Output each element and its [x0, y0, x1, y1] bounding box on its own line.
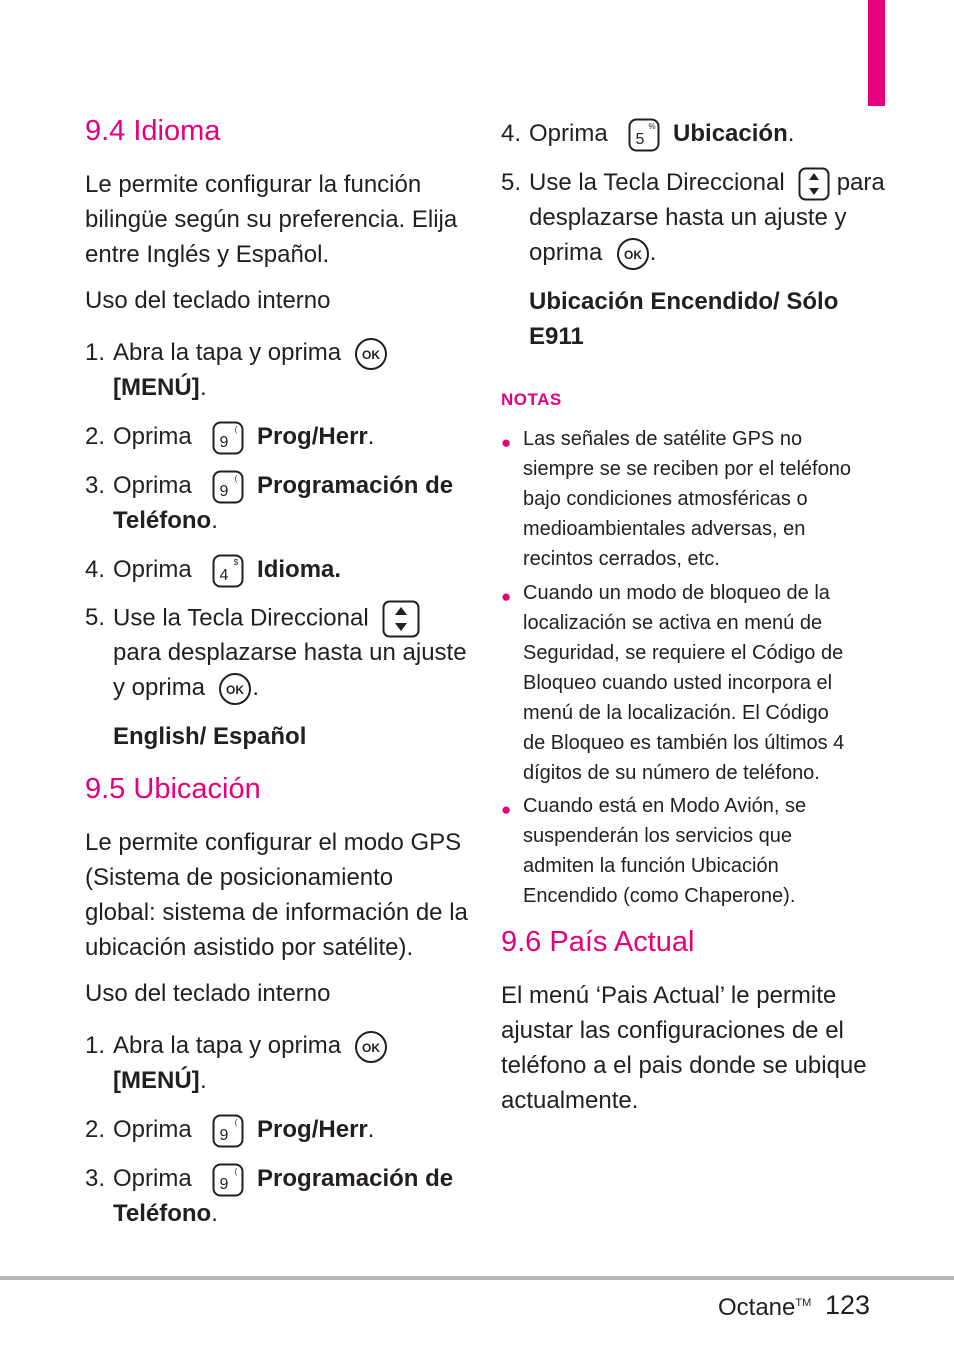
heading-pais-actual: 9.6 País Actual [501, 926, 695, 958]
ok-key-icon [616, 237, 650, 271]
ubicacion-intro-line: global: sistema de información de la [85, 899, 468, 926]
heading-ubicacion: 9.5 Ubicación [85, 773, 261, 805]
svg-text:9: 9 [219, 1126, 229, 1144]
svg-text:9: 9 [219, 1175, 229, 1193]
idioma-intro-line: bilingüe según su preferencia. Elija [85, 206, 458, 233]
ubicacion-options: E911 [529, 323, 584, 350]
svg-text:5: 5 [635, 130, 645, 148]
svg-text:%: % [648, 121, 656, 131]
key-4-icon [212, 554, 244, 588]
ubicacion-step-5: 5. Use la Tecla Direccional para desplazarse hasta un ajuste y oprima OK . [501, 165, 881, 270]
svg-text:4: 4 [219, 566, 229, 584]
key-9-icon [212, 1163, 244, 1197]
section-tab-marker [868, 0, 885, 106]
idioma-step-5: 5. Use la Tecla Direccional para desplazarse hasta un ajuste y oprima OK . [85, 600, 460, 705]
note-item: ● Cuando está en Modo Avión, se suspenderán los servicios que admiten la función Ubicación Encendido (como Chaperone). [501, 795, 807, 907]
ubicacion-step-3: 3. Oprima 9 ( Programación de Teléfono. [85, 1161, 460, 1231]
bullet-icon: ● [501, 800, 512, 819]
ubicacion-step-4: 4. Oprima 5 % Ubicación. [501, 116, 881, 151]
svg-text:OK: OK [362, 347, 381, 362]
note-item: ● Las señales de satélite GPS no siempre se se reciben por el teléfono bajo condiciones atmosféricas o medioambientales adversas, en recintos cerrados, etc. [501, 428, 851, 570]
idioma-step-1: 1. Abra la tapa y oprima OK [MENÚ] . [85, 335, 460, 405]
ubicacion-intro-line: (Sistema de posicionamiento [85, 864, 394, 891]
heading-idioma: 9.4 Idioma [85, 115, 221, 147]
idioma-step-4: 4. Oprima 4 $ Idioma. [85, 552, 460, 587]
ok-key-icon [354, 337, 388, 371]
svg-text:(: ( [234, 1166, 238, 1176]
footer-divider [0, 1276, 954, 1280]
trademark-mark: TM [795, 1297, 812, 1309]
ubicacion-subheading: Uso del teclado interno [85, 980, 331, 1007]
svg-text:OK: OK [623, 247, 642, 262]
svg-text:(: ( [234, 424, 238, 434]
pais-actual-body-line: teléfono a el pais donde se ubique [501, 1052, 867, 1079]
ok-key-icon [354, 1030, 388, 1064]
svg-text:(: ( [234, 1117, 238, 1127]
svg-text:$: $ [233, 557, 238, 567]
footer-brand: Octane™ [718, 1294, 812, 1321]
idioma-intro-line: entre Inglés y Español. [85, 241, 330, 268]
idioma-step-3: 3. Oprima 9 ( Programación de Teléfono. [85, 468, 460, 538]
pais-actual-body-line: ajustar las configuraciones de el [501, 1017, 844, 1044]
svg-text:OK: OK [226, 682, 245, 697]
notas-label: NOTAS [501, 390, 562, 409]
key-9-icon [212, 470, 244, 504]
bullet-icon: ● [501, 433, 512, 452]
ubicacion-step-2: 2. Oprima 9 ( Prog/Herr. [85, 1112, 460, 1147]
note-item: ● Cuando un modo de bloqueo de la localización se activa en menú de Seguridad, se requiere el Código de Bloqueo cuando usted incorpora el menú de la localización. El Código de Bloqueo es también los últimos 4 dígitos de su número de teléfono. [501, 582, 845, 784]
pais-actual-body-line: El menú ‘Pais Actual’ le permite [501, 982, 837, 1009]
key-9-icon [212, 421, 244, 455]
svg-text:OK: OK [362, 1040, 381, 1055]
idioma-step-2: 2. Oprima 9 ( Prog/Herr. [85, 419, 460, 454]
ubicacion-intro-line: ubicación asistido por satélite). [85, 934, 414, 961]
pais-actual-body-line: actualmente. [501, 1087, 639, 1114]
ubicacion-step-1: 1. Abra la tapa y oprima OK [MENÚ] . [85, 1028, 460, 1098]
idioma-intro-line: Le permite configurar la función [85, 171, 422, 198]
idioma-subheading: Uso del teclado interno [85, 287, 331, 314]
svg-text:9: 9 [219, 482, 229, 500]
page-footer [700, 1290, 870, 1330]
idioma-options: English/ Español [113, 723, 307, 750]
key-9-icon [212, 1114, 244, 1148]
nav-key-up-down-icon [798, 167, 830, 201]
bullet-icon: ● [501, 587, 512, 606]
svg-text:9: 9 [219, 433, 229, 451]
nav-key-up-down-icon [382, 600, 420, 638]
key-5-icon [628, 118, 660, 152]
ubicacion-options: Ubicación Encendido/ Sólo [529, 288, 839, 315]
page-number: 123 [824, 1290, 870, 1320]
svg-text:(: ( [234, 473, 238, 483]
ubicacion-intro-line: Le permite configurar el modo GPS [85, 829, 462, 856]
ok-key-icon [218, 672, 252, 706]
